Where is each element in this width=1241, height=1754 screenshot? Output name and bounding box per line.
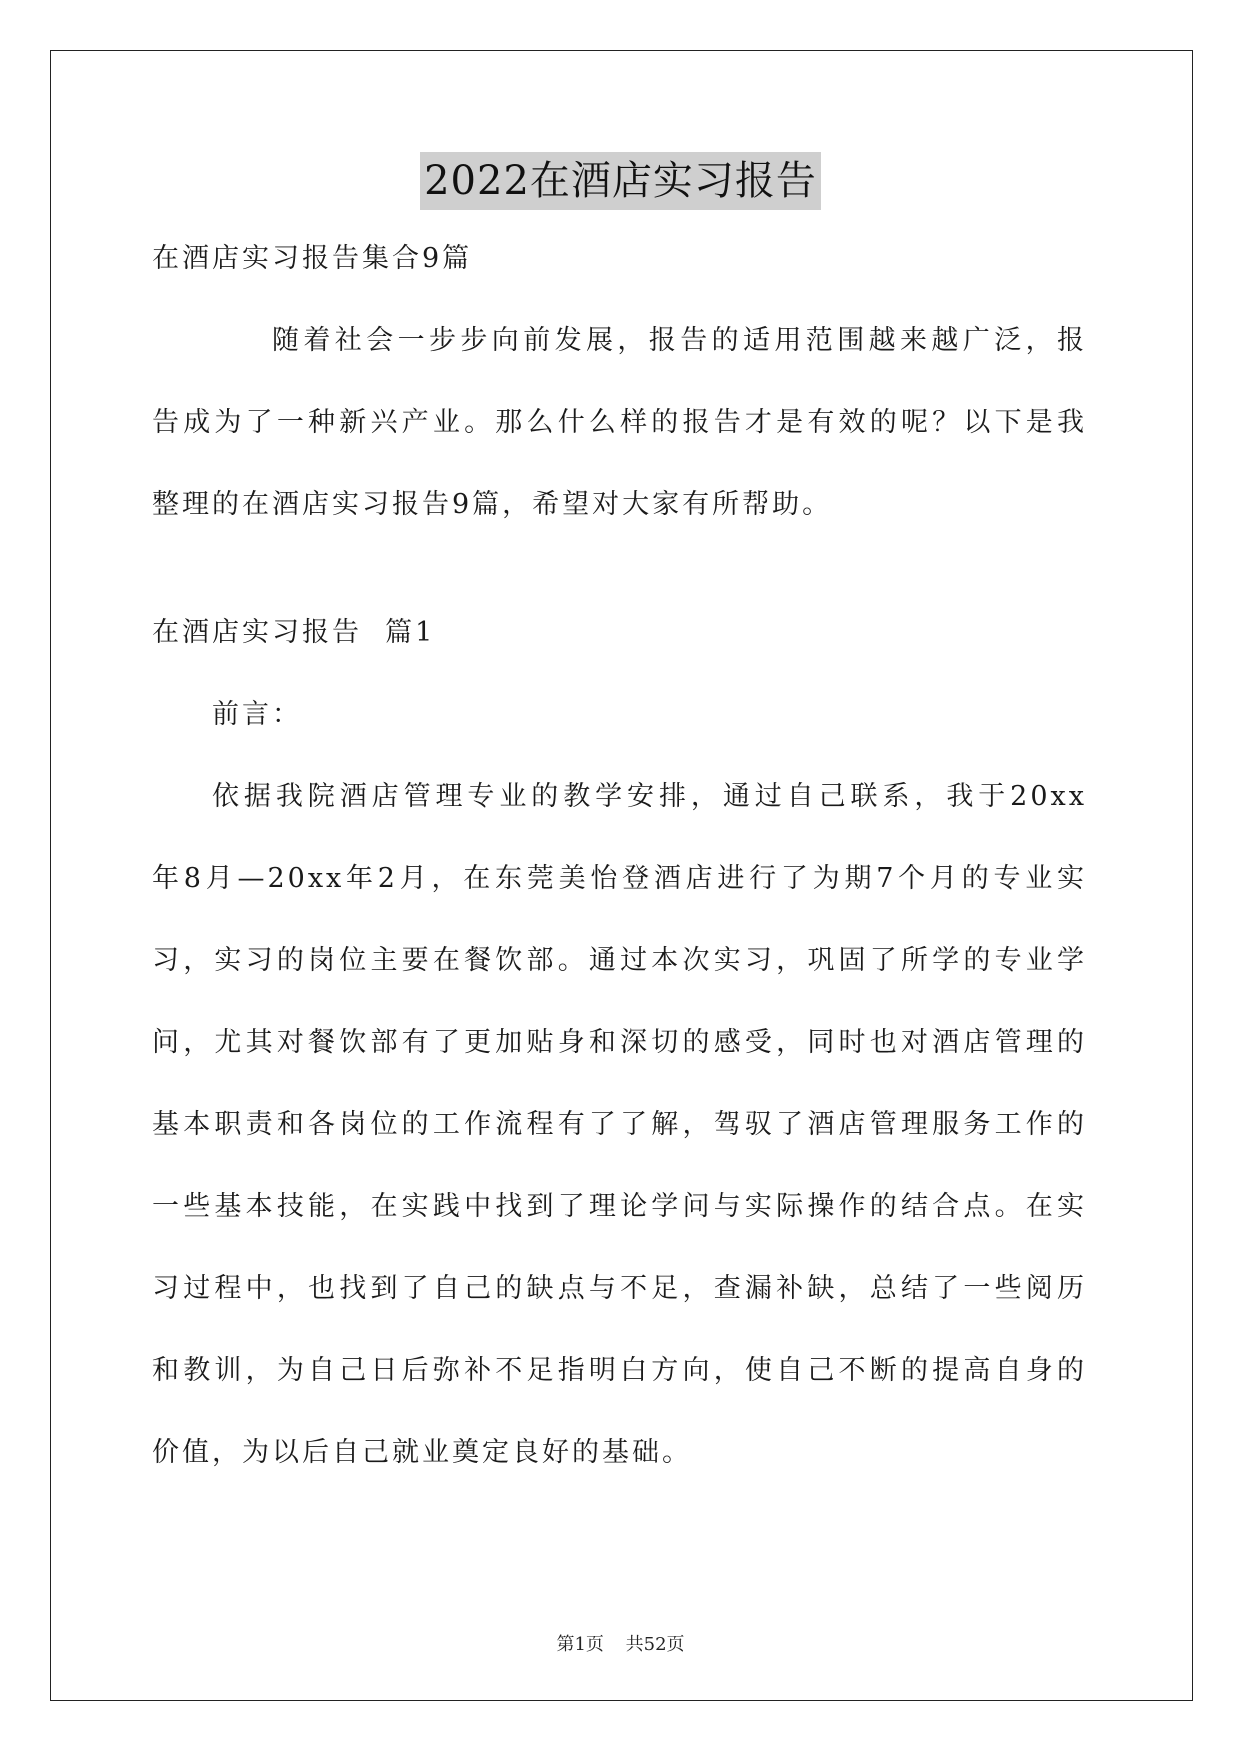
body-line: 一些基本技能，在实践中找到了理论学问与实际操作的结合点。在实 [152,1191,1087,1222]
intro-line: 告成为了一种新兴产业。那么什么样的报告才是有效的呢？以下是我 [152,407,1087,438]
body-line: 年8月—20xx年2月，在东莞美怡登酒店进行了为期7个月的专业实 [152,863,1087,894]
section-heading: 在酒店实习报告 篇1 [152,617,436,648]
intro-line: 整理的在酒店实习报告9篇，希望对大家有所帮助。 [152,489,833,520]
title-container [0,152,1241,210]
page-number-total: 共52页 [625,1634,685,1655]
page-number-current: 第1页 [556,1634,604,1655]
body-line: 和教训，为自己日后弥补不足指明白方向，使自己不断的提高自身的 [152,1355,1087,1386]
body-line: 问，尤其对餐饮部有了更加贴身和深切的感受，同时也对酒店管理的 [152,1027,1087,1058]
preface-label: 前言： [212,699,302,730]
body-line: 价值，为以后自己就业奠定良好的基础。 [152,1437,692,1468]
intro-line: 随着社会一步步向前发展，报告的适用范围越来越广泛，报 [272,325,1087,356]
document-body [152,234,1087,1510]
body-line: 依据我院酒店管理专业的教学安排，通过自己联系，我于20xx [212,781,1087,812]
body-line: 基本职责和各岗位的工作流程有了了解，驾驭了酒店管理服务工作的 [152,1109,1087,1140]
document-subtitle: 在酒店实习报告集合9篇 [152,243,473,274]
page-footer [0,1630,1241,1656]
document-title: 2022在酒店实习报告 [420,152,821,210]
section-spacer [152,562,1087,608]
body-line: 习，实习的岗位主要在餐饮部。通过本次实习，巩固了所学的专业学 [152,945,1087,976]
body-line: 习过程中，也找到了自己的缺点与不足，查漏补缺，总结了一些阅历 [152,1273,1087,1304]
